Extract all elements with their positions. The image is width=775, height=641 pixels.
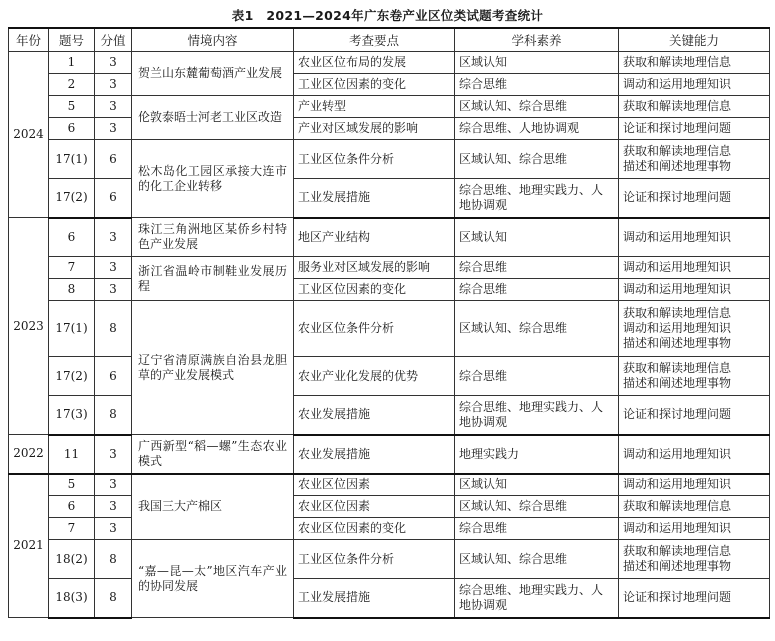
- header-row: [9, 28, 770, 52]
- literacy-cell: 区域认知、综合思维: [455, 140, 619, 179]
- table-row: [9, 518, 770, 540]
- score-cell: 6: [95, 357, 132, 396]
- literacy-cell: 综合思维: [455, 74, 619, 96]
- literacy-cell: 综合思维: [455, 257, 619, 279]
- ability-cell: 获取和解读地理信息 描述和阐述地理事物: [619, 540, 770, 579]
- year-cell: 2021: [9, 474, 49, 618]
- table-row: [9, 496, 770, 518]
- ability-cell: 调动和运用地理知识: [619, 474, 770, 496]
- question-number: 18(2): [49, 540, 95, 579]
- key-point-cell: 工业发展措施: [294, 179, 455, 218]
- question-number: 1: [49, 52, 95, 74]
- question-number: 5: [49, 474, 95, 496]
- score-cell: 3: [95, 435, 132, 474]
- literacy-cell: 综合思维: [455, 357, 619, 396]
- score-cell: 8: [95, 301, 132, 357]
- context-cell: “嘉—昆—太”地区汽车产业的协同发展: [132, 540, 294, 618]
- question-number: 8: [49, 279, 95, 301]
- ability-cell: 调动和运用地理知识: [619, 218, 770, 257]
- key-point-cell: 农业区位因素: [294, 496, 455, 518]
- literacy-cell: 区域认知、综合思维: [455, 96, 619, 118]
- key-point-cell: 农业区位因素: [294, 474, 455, 496]
- key-point-cell: 工业区位条件分析: [294, 540, 455, 579]
- question-number: 6: [49, 218, 95, 257]
- ability-cell: 调动和运用地理知识: [619, 279, 770, 301]
- ability-cell: 调动和运用地理知识: [619, 518, 770, 540]
- literacy-cell: 综合思维: [455, 279, 619, 301]
- stats-table: [8, 27, 770, 619]
- score-cell: 6: [95, 179, 132, 218]
- context-cell: 珠江三角洲地区某侨乡村特色产业发展: [132, 218, 294, 257]
- key-point-cell: 农业区位布局的发展: [294, 52, 455, 74]
- literacy-cell: 区域认知: [455, 218, 619, 257]
- question-number: 7: [49, 518, 95, 540]
- literacy-cell: 地理实践力: [455, 435, 619, 474]
- literacy-cell: 综合思维、地理实践力、人地协调观: [455, 396, 619, 435]
- table-row: [9, 357, 770, 396]
- key-point-cell: 地区产业结构: [294, 218, 455, 257]
- context-cell: 浙江省温岭市制鞋业发展历程: [132, 257, 294, 301]
- literacy-cell: 综合思维: [455, 518, 619, 540]
- year-cell: 2023: [9, 218, 49, 435]
- score-cell: 3: [95, 118, 132, 140]
- key-point-cell: 农业区位因素的变化: [294, 518, 455, 540]
- ability-cell: 论证和探讨地理问题: [619, 179, 770, 218]
- key-point-cell: 工业区位条件分析: [294, 140, 455, 179]
- literacy-cell: 区域认知: [455, 474, 619, 496]
- score-cell: 8: [95, 540, 132, 579]
- score-cell: 3: [95, 474, 132, 496]
- table-row: [9, 179, 770, 218]
- literacy-cell: 区域认知、综合思维: [455, 496, 619, 518]
- score-cell: 8: [95, 579, 132, 618]
- question-number: 18(3): [49, 579, 95, 618]
- literacy-cell: 区域认知、综合思维: [455, 540, 619, 579]
- year-cell: 2022: [9, 435, 49, 474]
- literacy-cell: 综合思维、地理实践力、人地协调观: [455, 579, 619, 618]
- score-cell: 3: [95, 52, 132, 74]
- key-point-cell: 农业产业化发展的优势: [294, 357, 455, 396]
- key-point-cell: 服务业对区域发展的影响: [294, 257, 455, 279]
- header-literacy: 学科素养: [455, 28, 619, 52]
- table-row: [9, 52, 770, 74]
- ability-cell: 获取和解读地理信息 描述和阐述地理事物: [619, 357, 770, 396]
- score-cell: 3: [95, 496, 132, 518]
- key-point-cell: 产业转型: [294, 96, 455, 118]
- score-cell: 3: [95, 518, 132, 540]
- context-cell: 贺兰山东麓葡萄酒产业发展: [132, 52, 294, 96]
- header-key-point: 考查要点: [294, 28, 455, 52]
- table-row: [9, 435, 770, 474]
- question-number: 17(2): [49, 357, 95, 396]
- table-row: [9, 579, 770, 618]
- table-row: [9, 96, 770, 118]
- score-cell: 3: [95, 74, 132, 96]
- literacy-cell: 区域认知、综合思维: [455, 301, 619, 357]
- score-cell: 3: [95, 257, 132, 279]
- literacy-cell: 区域认知: [455, 52, 619, 74]
- score-cell: 6: [95, 140, 132, 179]
- key-point-cell: 工业区位因素的变化: [294, 279, 455, 301]
- header-year: 年份: [9, 28, 49, 52]
- score-cell: 3: [95, 218, 132, 257]
- key-point-cell: 工业区位因素的变化: [294, 74, 455, 96]
- context-cell: 辽宁省清原满族自治县龙胆草的产业发展模式: [132, 301, 294, 435]
- context-cell: 我国三大产棉区: [132, 474, 294, 540]
- table-row: [9, 301, 770, 357]
- ability-cell: 获取和解读地理信息 调动和运用地理知识 描述和阐述地理事物: [619, 301, 770, 357]
- score-cell: 3: [95, 279, 132, 301]
- key-point-cell: 工业发展措施: [294, 579, 455, 618]
- question-number: 17(3): [49, 396, 95, 435]
- score-cell: 8: [95, 396, 132, 435]
- table-row: [9, 118, 770, 140]
- ability-cell: 获取和解读地理信息: [619, 96, 770, 118]
- ability-cell: 论证和探讨地理问题: [619, 579, 770, 618]
- literacy-cell: 综合思维、人地协调观: [455, 118, 619, 140]
- table-row: [9, 540, 770, 579]
- question-number: 2: [49, 74, 95, 96]
- table-row: [9, 396, 770, 435]
- ability-cell: 调动和运用地理知识: [619, 257, 770, 279]
- ability-cell: 论证和探讨地理问题: [619, 396, 770, 435]
- ability-cell: 获取和解读地理信息: [619, 52, 770, 74]
- literacy-cell: 综合思维、地理实践力、人地协调观: [455, 179, 619, 218]
- year-cell: 2024: [9, 52, 49, 218]
- question-number: 5: [49, 96, 95, 118]
- header-ability: 关键能力: [619, 28, 770, 52]
- table-row: [9, 140, 770, 179]
- key-point-cell: 农业发展措施: [294, 435, 455, 474]
- table-row: [9, 474, 770, 496]
- table-row: [9, 74, 770, 96]
- ability-cell: 调动和运用地理知识: [619, 74, 770, 96]
- table-row: [9, 257, 770, 279]
- table-row: [9, 279, 770, 301]
- question-number: 6: [49, 496, 95, 518]
- question-number: 17(1): [49, 140, 95, 179]
- table-row: [9, 218, 770, 257]
- question-number: 6: [49, 118, 95, 140]
- key-point-cell: 农业发展措施: [294, 396, 455, 435]
- context-cell: 广西新型“稻—螺”生态农业模式: [132, 435, 294, 474]
- key-point-cell: 农业区位条件分析: [294, 301, 455, 357]
- header-question-number: 题号: [49, 28, 95, 52]
- ability-cell: 论证和探讨地理问题: [619, 118, 770, 140]
- ability-cell: 调动和运用地理知识: [619, 435, 770, 474]
- question-number: 11: [49, 435, 95, 474]
- question-number: 17(1): [49, 301, 95, 357]
- header-context: 情境内容: [132, 28, 294, 52]
- ability-cell: 获取和解读地理信息: [619, 496, 770, 518]
- score-cell: 3: [95, 96, 132, 118]
- question-number: 7: [49, 257, 95, 279]
- ability-cell: 获取和解读地理信息 描述和阐述地理事物: [619, 140, 770, 179]
- header-score: 分值: [95, 28, 132, 52]
- context-cell: 伦敦泰晤士河老工业区改造: [132, 96, 294, 140]
- table-caption: 表1 2021—2024年广东卷产业区位类试题考查统计: [231, 8, 544, 23]
- question-number: 17(2): [49, 179, 95, 218]
- key-point-cell: 产业对区域发展的影响: [294, 118, 455, 140]
- context-cell: 松木岛化工园区承接大连市的化工企业转移: [132, 140, 294, 218]
